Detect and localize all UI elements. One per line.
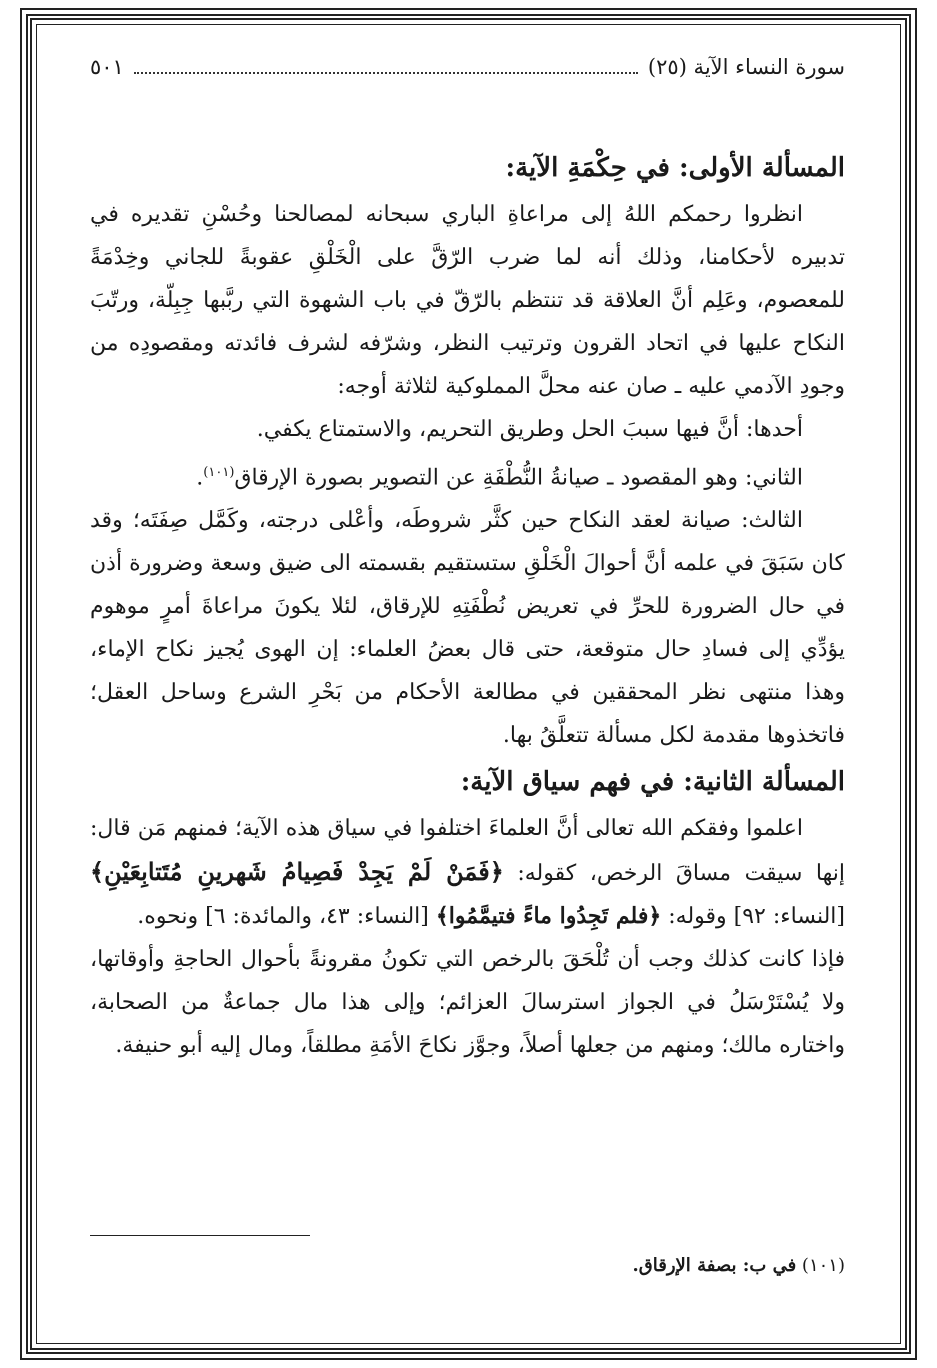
footnote-ref: (١٠١) xyxy=(203,465,235,480)
item-2-end: . xyxy=(196,465,204,491)
verse-1-reference: [النساء: ٩٢] وقوله: xyxy=(668,904,845,930)
verse-2-reference: [النساء: ٤٣، والمائدة: ٦] ونحوه. xyxy=(137,904,429,930)
section-1-paragraph-1: انظروا رحمكم اللهُ إلى مراعاةِ الباري سبحانه لمصالحنا وحُسْنِ تقديره في تدبيره لأحكامنا، وذلك أنه لما ضرب الرّقَّ على الْخَلْقِ عقوبةً للجاني وخِدْمَةً للمعصوم، وعَلِم أنَّ العلاقة قد تنتظم بالرّقّ في باب الشهوة التي ربَّبها جِبِلّة، ورتّبَ النكاح عليها في اتحاد القرون وترتيب النظر، وشرّفه لشرف فائدته ومقصودِه من وجودِ الآدمي عليه ـ صان عنه محلَّ المملوكية لثلاثة أوجه: xyxy=(90,202,845,399)
section-1-item-3: الثالث: صيانة لعقد النكاح حين كثَّر شروطَه، وأعْلى درجته، وكَمَّل صِفَتَه؛ وقد كان سَبَقَ في علمه أنَّ أحوالَ الْخَلْقِ ستستقيم بقسمته الى ضيق وسعة وضرورة أذن في حال الضرورة للحرِّ في تعريض نُطْفَتِهِ للإرقاق، لئلا يكونَ مراعاةَ أمرٍ موهوم يؤدِّي إلى فسادِ حال متوقعة، حتى قال بعضُ العلماء: إن الهوى يُجيز نكاح الإماء، وهذا منتهى نظر المحققين في مطالعة الأحكام من بَحْرِ الشرع وساحل العقل؛ فاتخذوها مقدمة لكل مسألة تتعلَّقُ بها. xyxy=(90,508,845,749)
quran-verse-2: ﴿فلم تَجِدُوا ماءً فتيمَّمُوا﴾ xyxy=(435,903,662,930)
quran-verse-1: ﴿فَمَنْ لَمْ يَجِدْ فَصِيامُ شَهرينِ مُتَتابِعَيْنِ﴾ xyxy=(90,857,504,887)
footnote-number: (١٠١) xyxy=(801,1255,845,1276)
footnote-text: في ب: بصفة الإرقاق. xyxy=(632,1255,797,1276)
item-2-text: الثاني: وهو المقصود ـ صيانةُ النُّطْفَةِ عن التصوير بصورة الإرقاق xyxy=(234,465,803,491)
section-2-paragraph-1 xyxy=(90,807,845,938)
page-content xyxy=(90,55,845,1276)
section-1-item-1: أحدها: أنَّ فيها سببَ الحل وطريق التحريم، والاستمتاع يكفي. xyxy=(256,417,803,442)
section-2-intro: اعلموا وفقكم الله تعالى أنَّ العلماءَ اختلفوا في سياق هذه الآية؛ فمنهم مَن قال: إنها سيقت مساقَ الرخص، كقوله: xyxy=(90,816,845,887)
section-1-item-2 xyxy=(90,451,845,499)
footnote-rule xyxy=(90,1235,310,1236)
footnote xyxy=(633,1255,845,1276)
surah-title: سورة النساء الآية (٢٥) xyxy=(647,55,845,79)
section-2-paragraph-2: فإذا كانت كذلك وجب أن تُلْحَقَ بالرخص التي تكونُ مقرونةً بأحوال الحاجةِ وأوقاتها، ولا يُسْتَرْسَلُ في الجواز استرسالَ العزائم؛ وإلى هذا مال جماعةٌ من الصحابة، واختاره مالك؛ ومنهم من جعلها أصلاً، وجوَّز نكاحَ الأمَةِ مطلقاً، ومال إليه أبو حنيفة. xyxy=(90,947,845,1059)
section-1-title: المسألة الأولى: في حِكْمَةِ الآية: xyxy=(505,153,845,183)
header-dots xyxy=(134,72,638,74)
page-number: ٥٠١ xyxy=(90,55,124,79)
running-header xyxy=(90,55,845,95)
section-2-title: المسألة الثانية: في فهم سياق الآية: xyxy=(460,767,845,798)
